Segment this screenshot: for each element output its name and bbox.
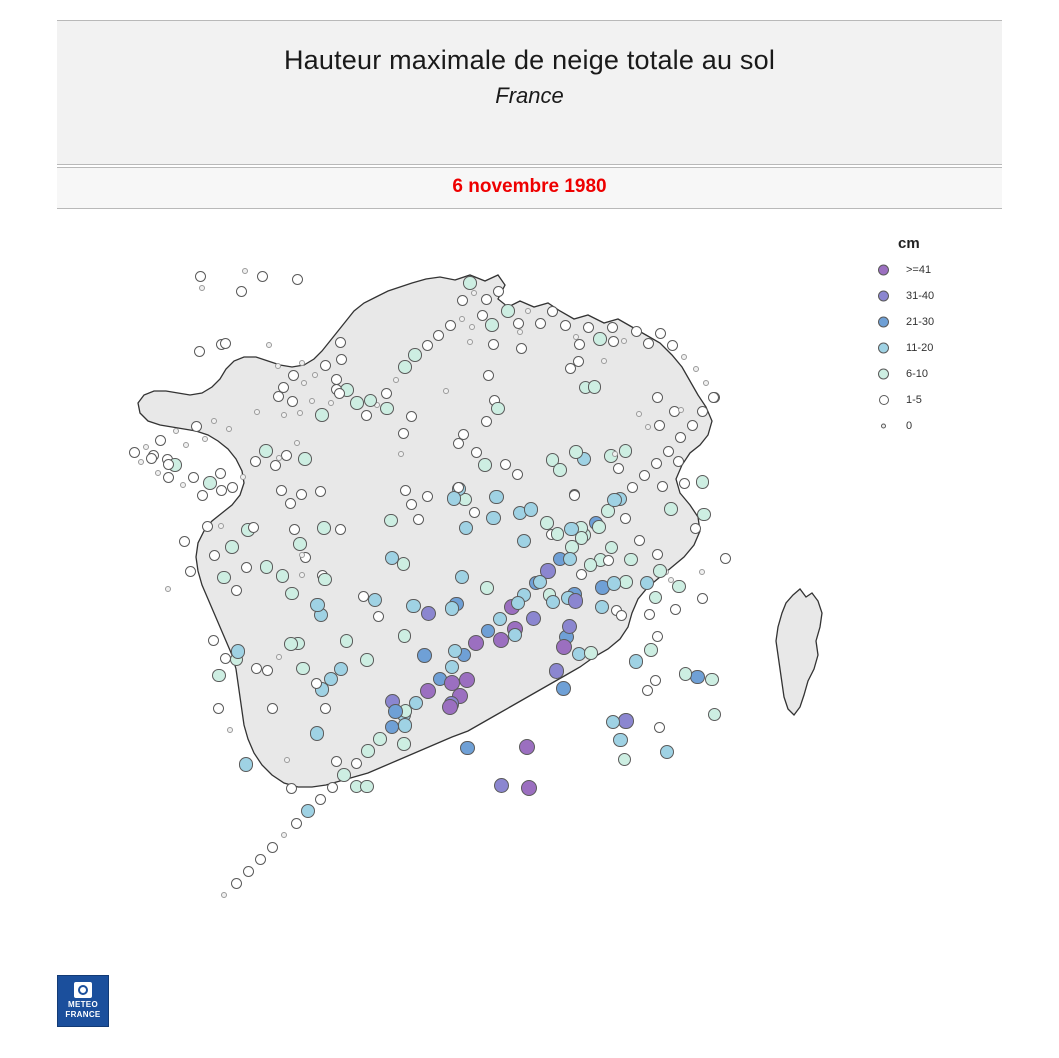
station-marker bbox=[693, 366, 699, 372]
station-marker bbox=[455, 570, 469, 584]
station-marker bbox=[687, 420, 698, 431]
station-marker bbox=[584, 646, 598, 660]
station-marker bbox=[202, 521, 213, 532]
station-marker bbox=[350, 396, 364, 410]
station-marker bbox=[675, 432, 686, 443]
station-marker bbox=[593, 332, 607, 346]
date-panel bbox=[57, 167, 1002, 209]
station-marker bbox=[480, 581, 494, 595]
station-marker bbox=[613, 733, 627, 747]
station-marker bbox=[340, 634, 354, 648]
station-marker bbox=[289, 524, 300, 535]
station-marker bbox=[361, 410, 372, 421]
station-marker bbox=[576, 569, 587, 580]
station-marker bbox=[645, 424, 651, 430]
legend-row bbox=[870, 283, 1020, 309]
station-marker bbox=[327, 782, 338, 793]
station-marker bbox=[643, 338, 654, 349]
station-marker bbox=[328, 400, 334, 406]
station-marker bbox=[285, 498, 296, 509]
station-marker bbox=[284, 757, 290, 763]
station-marker bbox=[281, 450, 292, 461]
station-marker bbox=[373, 732, 387, 746]
date-label: 6 novembre 1980 bbox=[452, 176, 607, 197]
station-marker bbox=[311, 678, 322, 689]
station-marker bbox=[299, 552, 305, 558]
station-marker bbox=[360, 780, 374, 794]
station-marker bbox=[146, 453, 157, 464]
legend-row bbox=[870, 335, 1020, 361]
station-marker bbox=[315, 794, 326, 805]
station-marker bbox=[422, 340, 433, 351]
station-marker bbox=[301, 804, 315, 818]
station-marker bbox=[459, 521, 473, 535]
station-marker bbox=[255, 854, 266, 865]
station-marker bbox=[667, 340, 678, 351]
station-marker bbox=[560, 320, 571, 331]
title-panel bbox=[57, 20, 1002, 165]
legend-swatch-icon bbox=[878, 291, 889, 302]
station-marker bbox=[254, 409, 260, 415]
legend-unit-label: cm bbox=[898, 235, 920, 252]
station-marker bbox=[284, 637, 298, 651]
station-marker bbox=[243, 866, 254, 877]
station-marker bbox=[491, 402, 505, 416]
station-marker bbox=[629, 654, 643, 668]
station-marker bbox=[276, 569, 290, 583]
station-marker bbox=[652, 392, 663, 403]
station-marker bbox=[231, 878, 242, 889]
station-marker bbox=[583, 322, 594, 333]
meteo-france-logo-text bbox=[58, 1000, 108, 1020]
station-marker bbox=[281, 832, 287, 838]
station-marker bbox=[217, 571, 231, 585]
station-marker bbox=[679, 478, 690, 489]
station-marker bbox=[173, 428, 179, 434]
station-marker bbox=[678, 407, 684, 413]
station-marker bbox=[525, 308, 531, 314]
station-marker bbox=[360, 653, 374, 667]
legend-label: 6-10 bbox=[906, 368, 929, 380]
station-marker bbox=[547, 306, 558, 317]
station-marker bbox=[642, 685, 653, 696]
station-marker bbox=[358, 591, 369, 602]
station-marker bbox=[493, 286, 504, 297]
station-marker bbox=[270, 460, 281, 471]
station-marker bbox=[650, 675, 661, 686]
station-marker bbox=[469, 324, 475, 330]
station-marker bbox=[653, 564, 667, 578]
station-marker bbox=[705, 673, 719, 687]
station-marker bbox=[381, 388, 392, 399]
station-marker bbox=[165, 586, 171, 592]
legend-swatch-icon bbox=[878, 265, 889, 276]
station-marker bbox=[592, 520, 606, 534]
station-marker bbox=[478, 458, 492, 472]
station-marker bbox=[380, 402, 394, 416]
station-marker bbox=[291, 818, 302, 829]
station-marker bbox=[540, 516, 554, 530]
station-marker bbox=[652, 631, 663, 642]
logo-line-1: METEO bbox=[68, 1000, 98, 1009]
station-marker bbox=[668, 577, 674, 583]
station-marker bbox=[481, 416, 492, 427]
station-marker bbox=[636, 411, 642, 417]
station-marker bbox=[195, 271, 206, 282]
station-marker bbox=[644, 643, 658, 657]
station-marker bbox=[293, 537, 307, 551]
station-marker bbox=[315, 408, 329, 422]
station-marker bbox=[556, 639, 572, 655]
station-marker bbox=[681, 354, 687, 360]
station-marker bbox=[469, 507, 480, 518]
station-marker bbox=[312, 372, 318, 378]
station-marker bbox=[640, 576, 654, 590]
station-marker bbox=[180, 482, 186, 488]
station-marker bbox=[273, 391, 284, 402]
station-marker bbox=[388, 704, 403, 719]
legend-row bbox=[870, 413, 1020, 439]
station-marker bbox=[663, 446, 674, 457]
legend-label: 21-30 bbox=[906, 316, 935, 328]
legend-label: 31-40 bbox=[906, 290, 935, 302]
station-marker bbox=[138, 459, 144, 465]
station-marker bbox=[445, 320, 456, 331]
station-marker bbox=[447, 491, 461, 505]
station-marker bbox=[618, 713, 633, 728]
station-marker bbox=[696, 475, 710, 489]
station-marker bbox=[406, 599, 420, 613]
station-marker bbox=[239, 757, 253, 771]
station-marker bbox=[286, 783, 297, 794]
station-marker bbox=[143, 444, 149, 450]
station-marker bbox=[197, 490, 208, 501]
station-marker bbox=[627, 482, 638, 493]
station-marker bbox=[493, 612, 507, 626]
station-marker bbox=[603, 555, 614, 566]
station-marker bbox=[511, 596, 525, 610]
station-marker bbox=[619, 575, 633, 589]
station-marker bbox=[485, 318, 499, 332]
station-marker bbox=[621, 338, 627, 344]
legend-label: >=41 bbox=[906, 264, 932, 276]
legend-label: 0 bbox=[906, 420, 913, 432]
corsica-shape bbox=[776, 589, 822, 715]
station-marker bbox=[334, 388, 345, 399]
page-title: Hauteur maximale de neige totale au sol bbox=[283, 45, 776, 75]
station-marker bbox=[213, 703, 224, 714]
station-marker bbox=[690, 523, 701, 534]
station-marker bbox=[287, 396, 298, 407]
station-marker bbox=[568, 593, 583, 608]
station-marker bbox=[275, 363, 281, 369]
station-marker bbox=[445, 601, 459, 615]
station-marker bbox=[298, 452, 312, 466]
station-marker bbox=[294, 440, 300, 446]
station-marker bbox=[512, 469, 523, 480]
station-marker bbox=[361, 744, 375, 758]
station-marker bbox=[310, 726, 324, 740]
station-marker bbox=[276, 654, 282, 660]
legend-row bbox=[870, 309, 1020, 335]
station-marker bbox=[575, 531, 589, 545]
station-marker bbox=[398, 360, 412, 374]
station-marker bbox=[468, 635, 484, 651]
station-marker bbox=[708, 392, 719, 403]
station-marker bbox=[211, 418, 217, 424]
station-marker bbox=[563, 552, 577, 566]
station-marker bbox=[556, 681, 571, 696]
station-marker bbox=[299, 360, 305, 366]
station-marker bbox=[400, 485, 411, 496]
legend-swatch-icon bbox=[878, 317, 889, 328]
station-marker bbox=[297, 410, 303, 416]
station-marker bbox=[588, 380, 602, 394]
station-marker bbox=[703, 380, 709, 386]
station-marker bbox=[220, 653, 231, 664]
legend-swatch-icon bbox=[879, 395, 889, 405]
station-marker bbox=[655, 328, 666, 339]
station-marker bbox=[417, 648, 432, 663]
station-marker bbox=[459, 316, 465, 322]
station-marker bbox=[202, 436, 208, 442]
mainland-france-shape bbox=[138, 275, 712, 787]
station-marker bbox=[486, 511, 500, 525]
station-marker bbox=[398, 428, 409, 439]
station-marker bbox=[457, 295, 468, 306]
station-marker bbox=[422, 491, 433, 502]
station-marker bbox=[251, 663, 262, 674]
station-marker bbox=[445, 660, 459, 674]
station-marker bbox=[477, 310, 488, 321]
station-marker bbox=[601, 358, 607, 364]
station-marker bbox=[481, 294, 492, 305]
station-marker bbox=[463, 276, 477, 290]
page-subtitle: France bbox=[495, 83, 564, 108]
station-marker bbox=[220, 338, 231, 349]
station-marker bbox=[634, 535, 645, 546]
station-marker bbox=[385, 551, 399, 565]
station-marker bbox=[155, 435, 166, 446]
station-marker bbox=[267, 842, 278, 853]
station-marker bbox=[212, 669, 226, 683]
station-marker bbox=[584, 558, 598, 572]
station-marker bbox=[259, 444, 273, 458]
station-marker bbox=[679, 667, 693, 681]
station-marker bbox=[660, 745, 674, 759]
station-marker bbox=[664, 502, 678, 516]
station-marker bbox=[654, 722, 665, 733]
legend-label: 1-5 bbox=[906, 394, 922, 406]
station-marker bbox=[393, 377, 399, 383]
legend-row bbox=[870, 257, 1020, 283]
station-marker bbox=[535, 318, 546, 329]
station-marker bbox=[551, 527, 565, 541]
station-marker bbox=[549, 663, 564, 678]
station-marker bbox=[453, 482, 464, 493]
station-marker bbox=[670, 604, 681, 615]
meteo-france-logo-icon bbox=[74, 982, 92, 998]
station-marker bbox=[408, 348, 422, 362]
station-marker bbox=[231, 644, 245, 658]
station-marker bbox=[697, 406, 708, 417]
station-marker bbox=[524, 502, 538, 516]
logo-line-2: FRANCE bbox=[65, 1010, 101, 1019]
station-marker bbox=[351, 758, 362, 769]
station-marker bbox=[250, 456, 261, 467]
station-marker bbox=[320, 703, 331, 714]
station-marker bbox=[310, 598, 324, 612]
legend-label: 11-20 bbox=[906, 342, 934, 354]
station-marker bbox=[519, 739, 535, 755]
legend-swatch-icon bbox=[881, 424, 886, 429]
station-marker bbox=[612, 451, 618, 457]
station-marker bbox=[489, 490, 503, 504]
station-marker bbox=[471, 290, 477, 296]
station-marker bbox=[513, 318, 524, 329]
station-marker bbox=[240, 474, 246, 480]
station-marker bbox=[188, 472, 199, 483]
station-marker bbox=[608, 336, 619, 347]
station-marker bbox=[225, 540, 239, 554]
legend-swatch-icon bbox=[878, 343, 889, 354]
station-marker bbox=[639, 470, 650, 481]
meteo-france-logo bbox=[57, 975, 109, 1027]
station-marker bbox=[398, 451, 404, 457]
station-marker bbox=[129, 447, 140, 458]
station-marker bbox=[569, 490, 580, 501]
station-marker bbox=[236, 286, 247, 297]
legend-row bbox=[870, 361, 1020, 387]
station-marker bbox=[644, 609, 655, 620]
station-marker bbox=[183, 442, 189, 448]
station-marker bbox=[458, 429, 469, 440]
station-marker bbox=[179, 536, 190, 547]
station-marker bbox=[460, 741, 475, 756]
station-marker bbox=[155, 470, 161, 476]
station-marker bbox=[562, 619, 577, 634]
station-marker bbox=[398, 629, 412, 643]
station-marker bbox=[203, 476, 217, 490]
station-marker bbox=[624, 553, 638, 567]
station-marker bbox=[607, 576, 621, 590]
station-marker bbox=[607, 493, 621, 507]
station-marker bbox=[285, 587, 299, 601]
station-marker bbox=[226, 426, 232, 432]
station-marker bbox=[517, 534, 531, 548]
legend bbox=[870, 235, 1020, 445]
station-marker bbox=[607, 322, 618, 333]
station-marker bbox=[215, 468, 226, 479]
station-marker bbox=[320, 360, 331, 371]
station-marker bbox=[620, 513, 631, 524]
station-marker bbox=[191, 421, 202, 432]
station-marker bbox=[288, 370, 299, 381]
station-marker bbox=[406, 411, 417, 422]
station-marker bbox=[317, 521, 331, 535]
station-marker bbox=[397, 737, 411, 751]
station-marker bbox=[672, 580, 686, 594]
station-marker bbox=[631, 326, 642, 337]
station-marker bbox=[221, 892, 227, 898]
legend-row bbox=[870, 387, 1020, 413]
station-marker bbox=[281, 412, 287, 418]
legend-swatch-icon bbox=[878, 369, 889, 380]
station-marker bbox=[569, 445, 583, 459]
station-marker bbox=[398, 718, 412, 732]
station-marker bbox=[309, 398, 315, 404]
station-marker bbox=[420, 683, 436, 699]
station-marker bbox=[266, 342, 272, 348]
station-marker bbox=[227, 482, 238, 493]
station-marker bbox=[444, 675, 460, 691]
station-marker bbox=[553, 463, 567, 477]
station-marker bbox=[483, 370, 494, 381]
station-marker bbox=[501, 304, 515, 318]
station-marker bbox=[651, 458, 662, 469]
station-marker bbox=[337, 768, 351, 782]
station-marker bbox=[163, 472, 174, 483]
station-marker bbox=[433, 330, 444, 341]
